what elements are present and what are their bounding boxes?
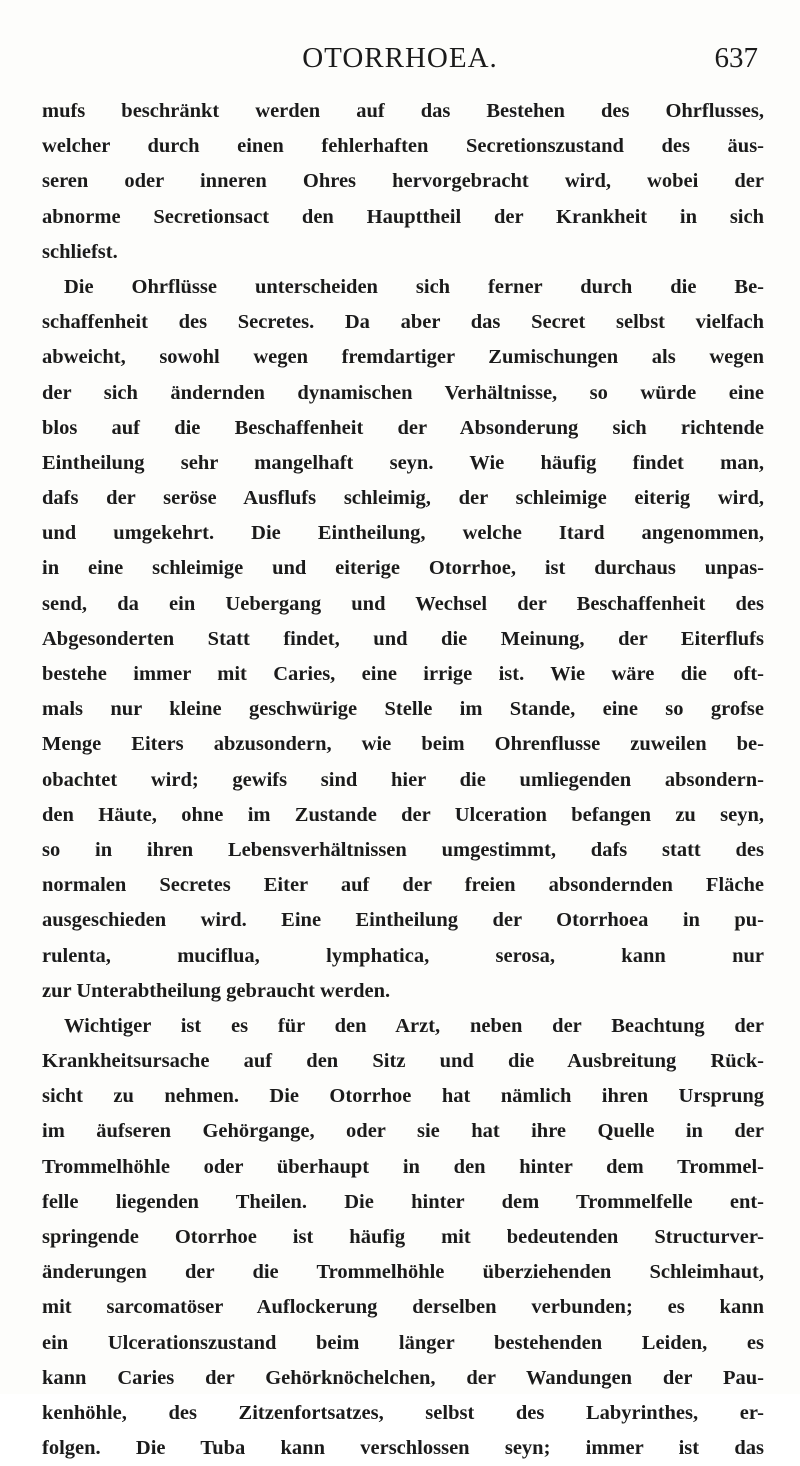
text-line: der sich ändernden dynamischen Verhältnisse, so würde eine — [42, 381, 764, 404]
text-line: abweicht, sowohl wegen fremdartiger Zumischungen als wegen — [42, 346, 764, 369]
text-line: Abgesonderten Statt findet, und die Meinung, der Eiterflufs — [42, 627, 764, 650]
text-line: kenhöhle, des Zitzenfortsatzes, selbst des Labyrinthes, er- — [42, 1401, 764, 1424]
text-line: ein Ulcerationszustand beim länger bestehenden Leiden, es — [42, 1331, 764, 1354]
text-line: Eintheilung sehr mangelhaft seyn. Wie häufig findet man, — [42, 451, 764, 474]
running-title: OTORRHOEA. — [302, 42, 498, 74]
text-line: den Häute, ohne im Zustande der Ulceration befangen zu seyn, — [42, 803, 764, 826]
text-line: folgen. Die Tuba kann verschlossen seyn; immer ist das — [42, 1437, 764, 1460]
text-line: sicht zu nehmen. Die Otorrhoe hat nämlich ihren Ursprung — [42, 1085, 764, 1108]
text-line: mals nur kleine geschwürige Stelle im Stande, eine so grofse — [42, 698, 764, 721]
text-line: obachtet wird; gewifs sind hier die umliegenden absondern- — [42, 768, 764, 791]
text-line: änderungen der die Trommelhöhle überziehenden Schleimhaut, — [42, 1261, 764, 1284]
text-line: zur Unterabtheilung gebraucht werden. — [42, 979, 391, 1002]
body-text — [42, 94, 764, 1466]
text-line: ausgeschieden wird. Eine Eintheilung der Otorrhoea in pu- — [42, 909, 764, 932]
text-line: Krankheitsursache auf den Sitz und die Ausbreitung Rück- — [42, 1050, 764, 1073]
text-line: schliefst. — [42, 240, 118, 263]
text-line: schaffenheit des Secretes. Da aber das Secret selbst vielfach — [42, 311, 764, 334]
text-line: bestehe immer mit Caries, eine irrige ist. Wie wäre die oft- — [42, 663, 764, 685]
text-line: normalen Secretes Eiter auf der freien absondernden Fläche — [42, 874, 764, 897]
page-header — [0, 40, 800, 90]
text-line: Die Ohrflüsse unterscheiden sich ferner durch die Be- — [64, 275, 764, 298]
text-line: abnorme Secretionsact den Haupttheil der Krankheit in sich — [42, 205, 764, 228]
text-line: springende Otorrhoe ist häufig mit bedeutenden Structurver- — [42, 1226, 764, 1248]
text-line: felle liegenden Theilen. Die hinter dem Trommelfelle ent- — [42, 1190, 764, 1213]
text-line: seren oder inneren Ohres hervorgebracht wird, wobei der — [42, 170, 764, 193]
text-line: mufs beschränkt werden auf das Bestehen des Ohrflusses, — [42, 100, 764, 122]
text-line: welcher durch einen fehlerhaften Secretionszustand des äus- — [42, 135, 764, 158]
text-line: so in ihren Lebensverhältnissen umgestimmt, dafs statt des — [42, 838, 764, 861]
text-line: rulenta, muciflua, lymphatica, serosa, kann nur — [42, 944, 764, 967]
page-number: 637 — [714, 42, 758, 74]
text-line: Menge Eiters abzusondern, wie beim Ohrenflusse zuweilen be- — [42, 733, 764, 756]
text-line: kann Caries der Gehörknöchelchen, der Wandungen der Pau- — [42, 1366, 764, 1389]
text-line: send, da ein Uebergang und Wechsel der Beschaffenheit des — [42, 592, 764, 615]
text-line: Wichtiger ist es für den Arzt, neben der Beachtung der — [64, 1014, 764, 1037]
text-line: Trommelhöhle oder überhaupt in den hinter dem Trommel- — [42, 1155, 764, 1178]
text-line: in eine schleimige und eiterige Otorrhoe, ist durchaus unpas- — [42, 557, 764, 580]
text-line: im äufseren Gehörgange, oder sie hat ihre Quelle in der — [42, 1120, 764, 1143]
text-line: dafs der seröse Ausflufs schleimig, der schleimige eiterig wird, — [42, 487, 764, 510]
text-line: blos auf die Beschaffenheit der Absonderung sich richtende — [42, 416, 764, 439]
text-line: mit sarcomatöser Auflockerung derselben verbunden; es kann — [42, 1296, 764, 1319]
text-line: und umgekehrt. Die Eintheilung, welche Itard angenommen, — [42, 522, 764, 545]
